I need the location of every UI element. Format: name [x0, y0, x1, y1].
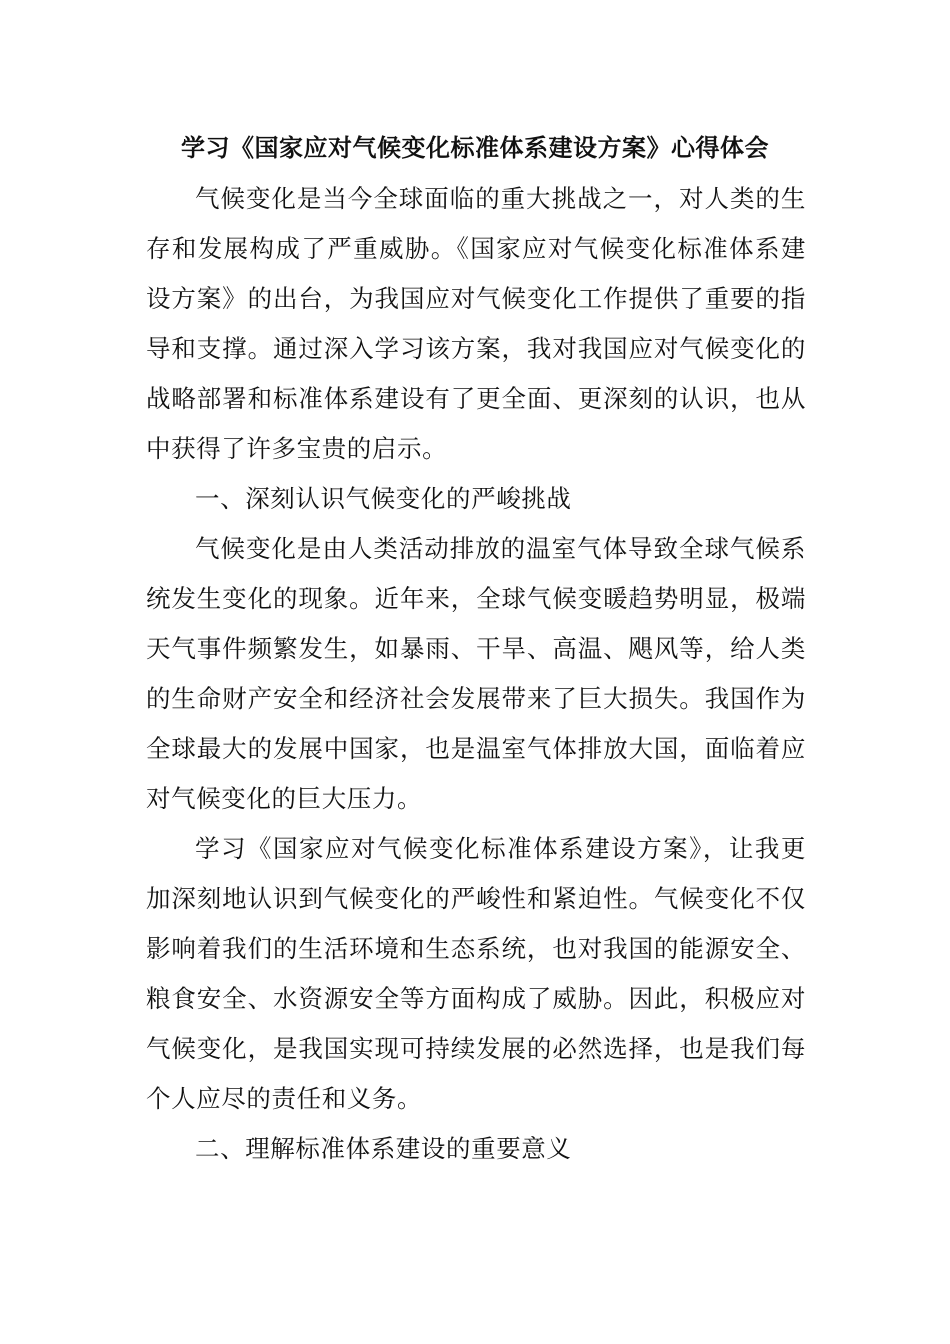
section-heading-1: 一、深刻认识气候变化的严峻挑战	[195, 484, 572, 513]
intro-paragraph: 气候变化是当今全球面临的重大挑战之一，对人类的生存和发展构成了严重威胁。《国家应对气候变化标准体系建设方案》的出台，为我国应对气候变化工作提供了重要的指导和支撑。通过深入学习该方案，我对我国应对气候变化的战略部署和标准体系建设有了更全面、更深刻的认识，也从中获得了许多宝贵的启示。	[146, 184, 806, 463]
section-heading-2: 二、理解标准体系建设的重要意义	[195, 1134, 572, 1163]
document-body	[146, 174, 806, 1174]
section-1-paragraph-2: 学习《国家应对气候变化标准体系建设方案》，让我更加深刻地认识到气候变化的严峻性和紧迫性。气候变化不仅影响着我们的生活环境和生态系统，也对我国的能源安全、粮食安全、水资源安全等方面构成了威胁。因此，积极应对气候变化，是我国实现可持续发展的必然选择，也是我们每个人应尽的责任和义务。	[146, 834, 806, 1113]
document-title: 学习《国家应对气候变化标准体系建设方案》心得体会	[181, 133, 769, 162]
section-1-paragraph-1: 气候变化是由人类活动排放的温室气体导致全球气候系统发生变化的现象。近年来，全球气候变暖趋势明显，极端天气事件频繁发生，如暴雨、干旱、高温、飓风等，给人类的生命财产安全和经济社会发展带来了巨大损失。我国作为全球最大的发展中国家，也是温室气体排放大国，面临着应对气候变化的巨大压力。	[146, 534, 806, 813]
